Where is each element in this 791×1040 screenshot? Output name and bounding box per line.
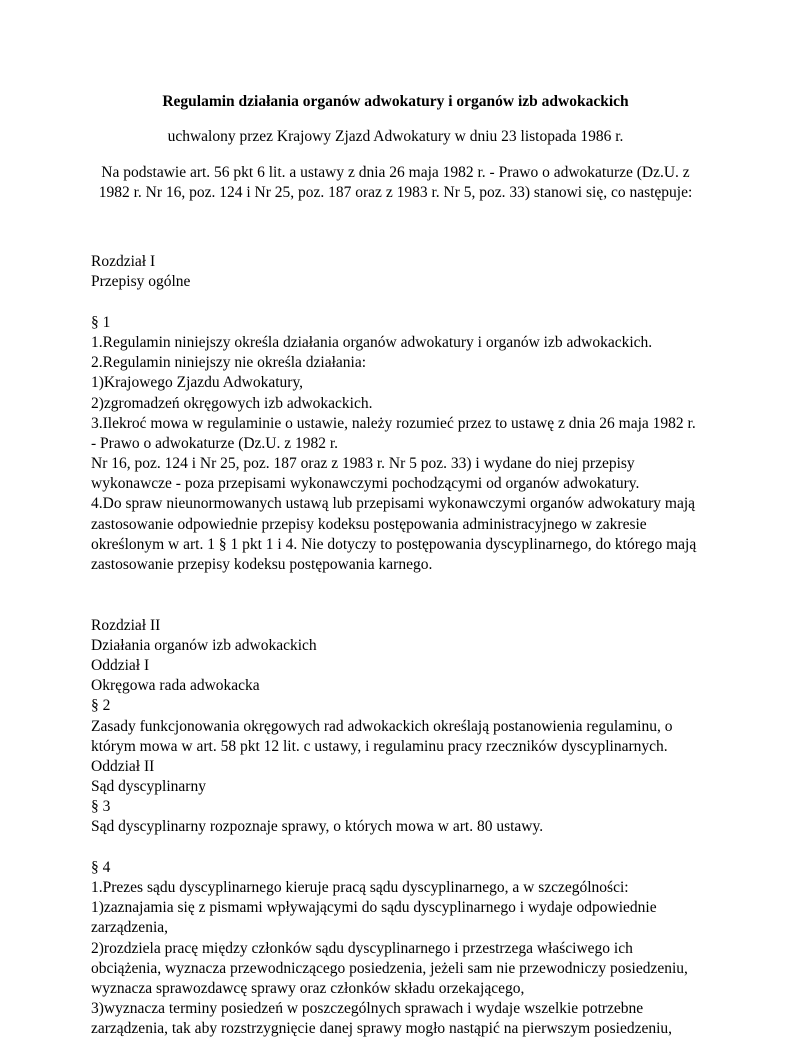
text-line: Okręgowa rada adwokacka <box>91 677 260 695</box>
preamble-line: 1982 r. Nr 16, poz. 124 i Nr 25, poz. 187 oraz z 1983 r. Nr 5, poz. 33) stanowi się, co następuje: <box>98 184 693 201</box>
blank-line <box>91 232 731 252</box>
text-line: Sąd dyscyplinarny rozpoznaje sprawy, o których mowa w art. 80 ustawy. <box>91 818 544 836</box>
text-line: Oddział II <box>91 757 155 775</box>
text-line: Oddział I <box>91 656 150 674</box>
document-body <box>91 232 731 1040</box>
document-subtitle: uchwalony przez Krajowy Zjazd Adwokatury w dniu 23 listopada 1986 r. <box>167 128 624 145</box>
text-line: zastosowanie przepisy kodeksu postępowania karnego. <box>91 556 433 573</box>
preamble <box>70 163 721 203</box>
text-line: 1)Krajowego Zjazdu Adwokatury, <box>91 374 304 392</box>
text-line: Zasady funkcjonowania okręgowych rad adwokackich określają postanowienia regulaminu, o <box>91 717 673 735</box>
text-line: - Prawo o adwokaturze (Dz.U. z 1982 r. <box>91 434 339 452</box>
blank-line <box>91 293 731 313</box>
text-line: Przepisy ogólne <box>91 273 191 291</box>
text-line: § 3 <box>91 798 111 816</box>
blank-line <box>91 595 731 615</box>
text-line: Nr 16, poz. 124 i Nr 25, poz. 187 oraz z 1983 r. Nr 5 poz. 33) i wydane do niej przepisy <box>91 455 635 473</box>
text-line: określonym w art. 1 § 1 pkt 1 i 4. Nie dotyczy to postępowania dyscyplinarnego, do którego mają <box>91 535 697 553</box>
text-line: 3.Ilekroć mowa w regulaminie o ustawie, należy rozumieć przez to ustawę z dnia 26 maja 1982 r. <box>91 414 696 432</box>
text-line: zastosowanie odpowiednie przepisy kodeksu postępowania administracyjnego w zakresie <box>91 515 647 533</box>
blank-line <box>91 838 731 858</box>
text-line: Rozdział II <box>91 616 161 634</box>
preamble-line: Na podstawie art. 56 pkt 6 lit. a ustawy z dnia 26 maja 1982 r. - Prawo o adwokaturze (Dz.U. z <box>101 164 690 181</box>
text-line: 2)rozdziela pracę między członków sądu dyscyplinarnego i przestrzega właściwego ich <box>91 939 633 957</box>
text-line: § 4 <box>91 858 111 876</box>
blank-line <box>91 575 731 595</box>
text-line: 2.Regulamin niniejszy nie określa działania: <box>91 354 367 372</box>
text-line: Sąd dyscyplinarny <box>91 778 206 796</box>
text-line: § 1 <box>91 313 111 331</box>
text-line: 1.Prezes sądu dyscyplinarnego kieruje pracą sądu dyscyplinarnego, a w szczególności: <box>91 879 629 896</box>
text-line: Działania organów izb adwokackich <box>91 636 317 654</box>
text-line: zarządzenia, <box>91 919 169 937</box>
text-line: którym mowa w art. 58 pkt 12 lit. c ustawy, i regulaminu pracy rzeczników dyscyplinarnych. <box>91 737 668 755</box>
text-line: obciążenia, wyznacza przewodniczącego posiedzenia, jeżeli sam nie przewodniczy posiedzeniu, <box>91 959 688 977</box>
text-line: 2)zgromadzeń okręgowych izb adwokackich. <box>91 394 373 412</box>
text-line: zarządzenia, tak aby rozstrzygnięcie danej sprawy mogło nastąpić na pierwszym posiedzeniu, <box>91 1020 673 1038</box>
text-line: § 2 <box>91 697 111 715</box>
text-line: wyznacza sprawozdawcę sprawy oraz członków składu orzekającego, <box>91 979 525 997</box>
text-line: Rozdział I <box>91 253 156 271</box>
text-line: 1.Regulamin niniejszy określa działania organów adwokatury i organów izb adwokackich. <box>91 333 653 351</box>
text-line: 3)wyznacza terminy posiedzeń w poszczególnych sprawach i wydaje wszelkie potrzebne <box>91 1000 644 1018</box>
text-line: wykonawcze - poza przepisami wykonawczymi pochodzącymi od organów adwokatury. <box>91 475 640 493</box>
text-line: 1)zaznajamia się z pismami wpływającymi do sądu dyscyplinarnego i wydaje odpowiednie <box>91 899 657 917</box>
document-title: Regulamin działania organów adwokatury i organów izb adwokackich <box>162 93 629 110</box>
text-line: 4.Do spraw nieunormowanych ustawą lub przepisami wykonawczymi organów adwokatury mają <box>91 495 696 513</box>
